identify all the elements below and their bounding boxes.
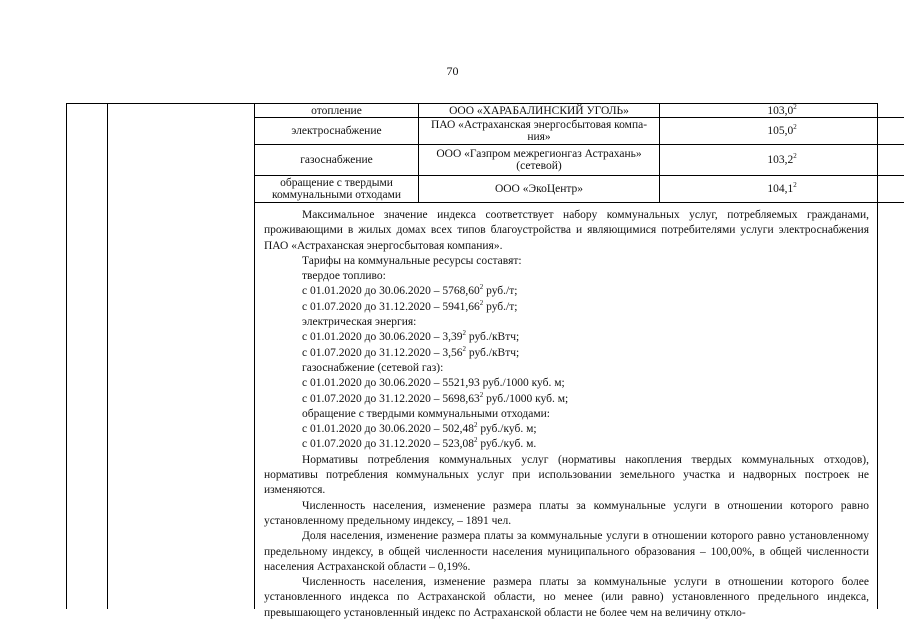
tariff-line: с 01.01.2020 до 30.06.2020 – 5768,60$^2$ руб./т; <box>302 283 518 298</box>
provider-cell: ООО «ЭкоЦентр» <box>419 176 660 203</box>
index-cell: 103,2$^2$ <box>660 145 905 176</box>
paragraph-norms: Нормативы потребления коммунальных услуг (нормативы накопления твердых коммунальных отходов), нормативы потребления коммунальных услуг при использовании земельного участка и надворных построек не изменяются. <box>264 453 869 497</box>
table-row <box>255 118 904 145</box>
service-cell: отопление <box>255 104 419 118</box>
electric-label: электрическая энергия: <box>302 316 417 329</box>
tariff-line: с 01.01.2020 до 30.06.2020 – 5521,93 руб./1000 куб. м; <box>302 377 565 390</box>
tariff-line: с 01.01.2020 до 30.06.2020 – 502,48$^2$ руб./куб. м; <box>302 421 537 436</box>
table-row <box>255 104 904 118</box>
body-text <box>264 208 869 621</box>
document-table-frame <box>66 103 878 619</box>
table-row <box>255 145 904 176</box>
tariff-line: с 01.07.2020 до 31.12.2020 – 5698,63$^2$ руб./1000 куб. м; <box>302 390 569 405</box>
tariff-line: с 01.07.2020 до 31.12.2020 – 523,08$^2$ руб./куб. м. <box>302 436 537 451</box>
table-row <box>255 176 904 203</box>
column-divider <box>107 104 108 609</box>
service-cell: газоснабжение <box>255 145 419 176</box>
waste-label: обращение с твердыми коммунальными отходами: <box>302 407 550 420</box>
solid-fuel-label: твердое топливо: <box>302 270 386 283</box>
index-cell: 104,1$^2$ <box>660 176 905 203</box>
service-cell: электроснабжение <box>255 118 419 145</box>
page-number: 70 <box>446 64 459 78</box>
paragraph-population-above-index: Численность населения, изменение размера платы за коммунальные услуги в отношении которого более установленного индекса по Астраханской области, но менее (или равно) установленного предельного индекса, превышающего установленный индекс по Астраханской области не более чем на величину откло- <box>264 576 869 619</box>
tariff-line: с 01.01.2020 до 30.06.2020 – 3,39$^2$ руб./кВтч; <box>302 329 520 344</box>
gas-label: газоснабжение (сетевой газ): <box>302 361 444 374</box>
paragraph-max-index: Максимальное значение индекса соответствует набору коммунальных услуг, потребляемых гражданами, проживающими в жилых домах всех типов благоустройства и являющимися потребителями услуги электроснабжения ПАО «Астраханская энергосбытовая компания». <box>264 209 869 252</box>
index-cell: 105,0$^2$ <box>660 118 905 145</box>
tariffs-intro: Тарифы на коммунальные ресурсы составят: <box>302 254 522 267</box>
paragraph-population-share: Доля населения, изменение размера платы за коммунальные услуги в отношении которого равно установленному предельному индексу, в общей численности населения муниципального образования – 100,00%, в общей численности населения Астраханской области – 0,19%. <box>264 530 869 573</box>
tariff-line: с 01.07.2020 до 31.12.2020 – 5941,66$^2$ руб./т; <box>302 298 518 313</box>
utilities-index-table <box>255 104 904 203</box>
provider-cell: ООО «ХАРАБАЛИНСКИЙ УГОЛЬ» <box>419 104 660 118</box>
index-cell: 103,0$^2$ <box>660 104 905 118</box>
paragraph-population: Численность населения, изменение размера платы за коммунальные услуги в отношении которого равно установленному предельному индексу, – 1891 чел. <box>264 499 869 527</box>
tariff-line: с 01.07.2020 до 31.12.2020 – 3,56$^2$ руб./кВтч; <box>302 344 520 359</box>
provider-cell: ПАО «Астраханская энергосбытовая компа-ния» <box>419 118 660 145</box>
service-cell: обращение с твердыми коммунальными отходами <box>255 176 419 203</box>
provider-cell: ООО «Газпром межрегионгаз Астрахань» (сетевой) <box>419 145 660 176</box>
